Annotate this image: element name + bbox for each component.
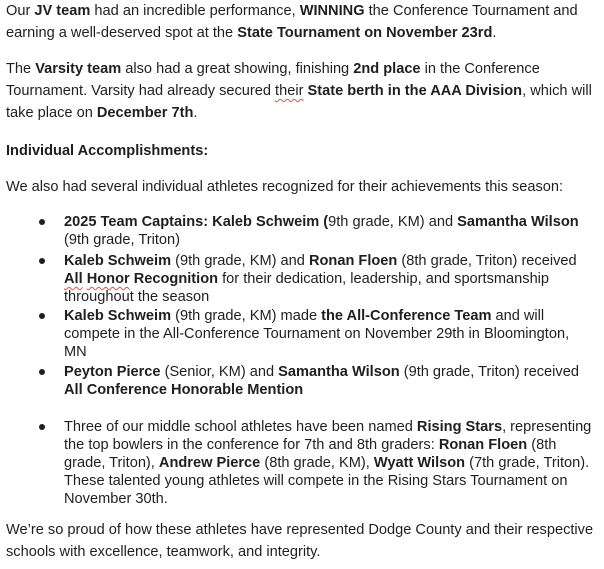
bold-text: Varsity team: [35, 61, 122, 77]
bullet-icon: [39, 219, 45, 225]
bold-text: 2025 Team Captains: Kaleb Schweim (: [64, 214, 329, 230]
bold-text: Recognition: [129, 271, 219, 287]
bold-text: December 7th: [96, 105, 194, 121]
text: 9th grade, KM) and: [328, 214, 458, 230]
text: The: [6, 61, 36, 77]
spellcheck-word[interactable]: Honor: [86, 271, 130, 287]
bullet-icon: [39, 369, 45, 375]
bold-text: Peyton Pierce: [64, 364, 161, 380]
text: Our: [6, 3, 35, 19]
text: (8th grade, Triton),: [64, 437, 557, 471]
bold-text: All Conference Honorable Mention: [64, 382, 304, 398]
text: (7th grade, Triton). These talented young athletes will compete in the Rising Stars Tournament on November 30th.: [64, 455, 590, 507]
text: (9th grade, KM) made: [171, 308, 322, 324]
text: also had a great showing, finishing: [121, 61, 354, 77]
bold-text: Kaleb Schweim: [64, 253, 172, 269]
heading-text: Individual Accomplishments:: [6, 143, 209, 159]
bold-text: 2nd place: [353, 61, 421, 77]
bold-text: the All-Conference Team: [321, 308, 492, 324]
text: the Conference Tournament and earning a well-deserved spot at the: [6, 3, 578, 41]
bold-text: Samantha Wilson: [278, 364, 400, 380]
text: (9th grade, KM) and: [171, 253, 309, 269]
bullet-icon: [39, 258, 45, 264]
varsity-team-paragraph: [6, 58, 596, 124]
intro-paragraph: We also had several individual athletes recognized for their achievements this season:: [6, 179, 564, 195]
list-item: [64, 252, 592, 306]
text: Three of our middle school athletes have been named: [64, 419, 417, 435]
bullet-icon: [39, 313, 45, 319]
bold-text: State berth in the AAA Division: [307, 83, 523, 99]
text: .: [492, 25, 497, 41]
jv-team-paragraph: [6, 0, 596, 44]
bold-text: Rising Stars: [416, 419, 503, 435]
text: , representing the top bowlers in the conference for 7th and 8th graders:: [64, 419, 592, 453]
bold-text: WINNING: [299, 3, 365, 19]
list-item: [64, 213, 592, 249]
bold-text: Ronan Floen: [308, 253, 398, 269]
bold-text: JV team: [34, 3, 91, 19]
bold-text: Samantha Wilson: [457, 214, 579, 230]
bold-text: Kaleb Schweim: [64, 308, 172, 324]
bold-text: Wyatt Wilson: [373, 455, 466, 471]
text: for their dedication, leadership, and sportsmanship throughout the season: [64, 271, 550, 305]
text: (9th grade, Triton) received: [399, 364, 579, 380]
spellcheck-word[interactable]: All: [64, 271, 83, 287]
bold-text: Andrew Pierce: [158, 455, 261, 471]
text: (8th grade, KM),: [260, 455, 374, 471]
text: had an incredible performance,: [90, 3, 300, 19]
text: (Senior, KM) and: [160, 364, 279, 380]
bold-text: Ronan Floen: [438, 437, 528, 453]
text: , which will take place on: [6, 83, 592, 121]
text: in the Conference Tournament. Varsity had already secured: [6, 61, 540, 99]
closing-paragraph: We’re so proud of how these athletes have represented Dodge County and their respective schools with excellence, teamwork, and integrity.: [6, 522, 594, 560]
text: .: [193, 105, 198, 121]
bold-text: State Tournament on November 23rd: [237, 25, 493, 41]
list-item: [64, 307, 592, 361]
list-item: [64, 363, 592, 399]
text: and will compete in the All-Conference Tournament on November 29th in Bloomington, MN: [64, 308, 570, 360]
spellcheck-word[interactable]: their: [275, 83, 304, 99]
bullet-icon: [39, 424, 45, 430]
text: (9th grade, Triton): [64, 232, 180, 248]
section-heading: [6, 140, 596, 162]
list-item: [64, 418, 592, 508]
text: (8th grade, Triton) received: [397, 253, 577, 269]
